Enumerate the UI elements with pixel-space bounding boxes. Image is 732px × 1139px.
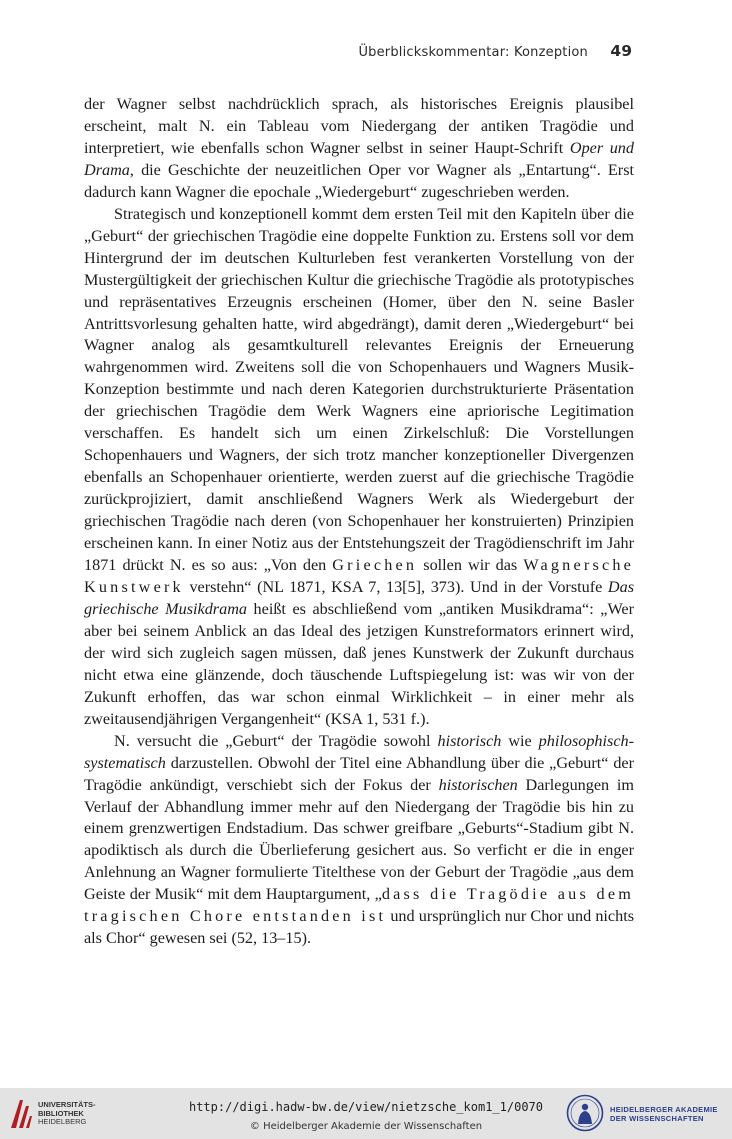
text-run: N. versucht die „Geburt“ der Tragödie sowohl [114,731,438,750]
academy-name-line: HEIDELBERGER AKADEMIE [610,1105,718,1114]
paragraph [84,204,634,731]
academy-name[interactable] [610,1105,718,1123]
text-run: sollen wir das [417,556,524,575]
running-head: Überblickskommentar: Konzeption [358,45,588,60]
permalink-url[interactable]: http://digi.hadw-bw.de/view/nietzsche_kom1_1/0070 [188,1100,543,1114]
paragraph [84,94,634,204]
italic-text: philosophisch-systematisch [84,731,634,772]
italic-text: Oper und Drama [84,138,634,179]
paragraph [84,731,634,951]
library-name-line: UNIVERSITÄTS- [38,1100,96,1109]
academy-seal-icon[interactable] [566,1094,604,1132]
spaced-emphasis-text: Wagnersche Kunstwerk [84,556,635,596]
page-header [84,42,634,64]
text-run: der Wagner selbst nachdrücklich sprach, als historisches Ereignis plausibel erscheint, malt N. ein Tableau vom Niedergang der antiken Tragödie und interpretiert, wie ebenfalls schon Wagner selbst in seiner Haupt-Schrift [84,95,634,157]
page-number: 49 [610,42,632,60]
copyright-notice: © Heidelberger Akademie der Wissenschaften [249,1121,483,1132]
text-run: verstehn“ (NL 1871, KSA 7, 13[5], 373). Und in der Vorstufe [183,577,608,596]
library-name-line: BIBLIOTHEK [38,1108,84,1118]
text-run: und ursprünglich nur Chor und nichts als Chor“ gewesen sei (52, 13–15). [84,907,634,948]
italic-text: historischen [438,775,518,794]
text-run: heißt es abschließend vom „antiken Musikdrama“: „Wer aber bei seinem Anblick an das Ideal des jetzigen Kunstreformators erinnert wird, der wird sich zugleich sagen müssen, daß jenes Kunstwerk der Zukunft durchaus nicht etwa eine glänzende, doch täuschende Luftspiegelung ist: was wir von der Zukunft erhoffen, das war schon einmal Wirklichkeit – in einer mehr als zweitausendjährigen Vergangenheit“ (KSA 1, 531 f.). [84,599,634,728]
spaced-emphasis-text: dass die Tragödie aus dem tragischen Chore entstanden ist [84,885,635,926]
text-run: wie [501,731,539,750]
footer-bar [0,1088,732,1139]
italic-text: Das griechische Musikdrama [84,577,634,618]
library-name-line: HEIDELBERG [38,1117,87,1126]
text-run: darzustellen. Obwohl der Titel eine Abhandlung über die „Geburt“ der Tragödie ankündigt, verschiebt sich der Fokus der [84,753,634,794]
text-run: Darlegungen im Verlauf der Abhandlung immer mehr auf den Niedergang der Tragödie bis hin zu einem grenzwertigen Endstadium. Das schwer greifbare „Geburts“-Stadium gibt N. apodiktisch als durch die Überlieferung gesichert aus. So verficht er die in enger Anlehnung an Wagner formulierte Titelthese von der Geburt der Tragödie „aus dem Geiste der Musik“ mit dem Hauptargument, „ [84,775,634,904]
text-run: , die Geschichte der neuzeitlichen Oper vor Wagner als „Entartung“. Erst dadurch kann Wagner die epochale „Wiedergeburt“ zugeschrieben werden. [84,160,634,201]
italic-text: historisch [437,731,502,750]
academy-name-line: DER WISSENSCHAFTEN [610,1114,704,1123]
text-run: Strategisch und konzeptionell kommt dem ersten Teil mit den Kapiteln über die „Geburt“ der griechischen Tragödie eine doppelte Funktion zu. Erstens soll vor dem Hintergrund der im deutschen Kulturleben fest verankerten Vorstellung von der Mustergültigkeit der griechischen Kultur die griechische Tragödie als prototypisches und repräsentatives Erzeugnis erscheinen (Homer, über den N. seine Basler Antrittsvorlesung gehalten hatte, wird abgedrängt), damit deren „Wiedergeburt“ bei Wagner analog als gesamtkulturell relevantes Ereignis der Erneuerung wahrgenommen wird. Zweitens soll die von Schopenhauers und Wagners Musik-Konzeption bestimmte und nach deren Kategorien durchstrukturierte Präsentation der griechischen Tragödie dem Werk Wagners eine apriorische Legitimation verschaffen. Es handelt sich um einen Zirkelschluß: Die Vorstellungen Schopenhauers und Wagners, der sich trotz mancher konzeptioneller Divergenzen ebenfalls an Schopenhauer orientierte, werden zuerst auf die griechische Tragödie zurückprojiziert, damit anschließend Wagners Werk als Wiedergeburt der griechischen Tragödie nach deren (von Schopenhauer her konstruierten) Prinzipien erscheinen kann. In einer Notiz aus der Entstehungszeit der Tragödienschrift im Jahr 1871 drückt N. es so aus: „Von den [84,204,634,575]
spaced-emphasis-text: Griechen [332,556,418,575]
body-text [84,94,634,950]
